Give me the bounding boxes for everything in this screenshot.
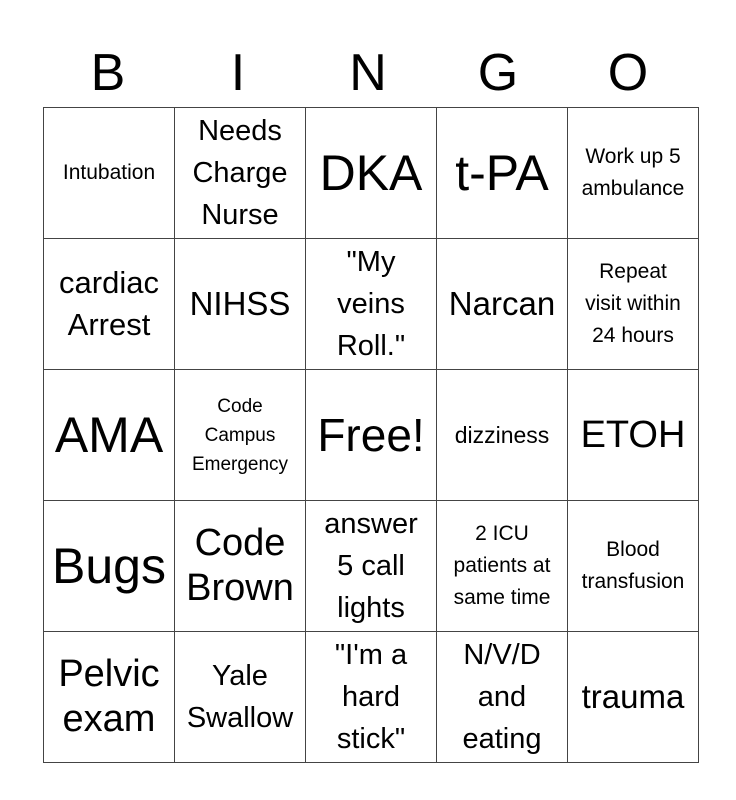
bingo-cell[interactable]: Code Campus Emergency: [175, 370, 306, 501]
bingo-header: [43, 40, 693, 106]
bingo-cell[interactable]: answer 5 call lights: [306, 501, 437, 632]
bingo-cell[interactable]: Pelvic exam: [44, 632, 175, 763]
bingo-cell[interactable]: t-PA: [437, 108, 568, 239]
bingo-cell[interactable]: cardiac Arrest: [44, 239, 175, 370]
bingo-cell[interactable]: Narcan: [437, 239, 568, 370]
header-letter-o: O: [607, 44, 649, 102]
header-letter-g: G: [477, 44, 519, 102]
bingo-board: [43, 107, 699, 763]
bingo-cell[interactable]: "I'm a hard stick": [306, 632, 437, 763]
bingo-cell[interactable]: Blood transfusion: [568, 501, 699, 632]
bingo-cell[interactable]: 2 ICU patients at same time: [437, 501, 568, 632]
bingo-cell[interactable]: DKA: [306, 108, 437, 239]
bingo-cell[interactable]: Intubation: [44, 108, 175, 239]
bingo-cell[interactable]: dizziness: [437, 370, 568, 501]
bingo-cell[interactable]: Bugs: [44, 501, 175, 632]
bingo-cell[interactable]: Code Brown: [175, 501, 306, 632]
bingo-cell[interactable]: Repeat visit within 24 hours: [568, 239, 699, 370]
board-row: [44, 501, 699, 632]
bingo-cell[interactable]: trauma: [568, 632, 699, 763]
board-row: [44, 370, 699, 501]
bingo-cell[interactable]: ETOH: [568, 370, 699, 501]
bingo-cell[interactable]: Work up 5 ambulance: [568, 108, 699, 239]
bingo-cell[interactable]: AMA: [44, 370, 175, 501]
header-letter-b: B: [90, 44, 126, 102]
board-row: [44, 632, 699, 763]
bingo-cell free-space[interactable]: Free!: [306, 370, 437, 501]
bingo-cell[interactable]: Yale Swallow: [175, 632, 306, 763]
bingo-cell[interactable]: "My veins Roll.": [306, 239, 437, 370]
board-row: [44, 239, 699, 370]
header-letter-n: N: [349, 44, 387, 102]
header-letter-i: I: [230, 44, 246, 102]
bingo-cell[interactable]: Needs Charge Nurse: [175, 108, 306, 239]
bingo-cell[interactable]: NIHSS: [175, 239, 306, 370]
board-row: [44, 108, 699, 239]
bingo-cell[interactable]: N/V/D and eating: [437, 632, 568, 763]
